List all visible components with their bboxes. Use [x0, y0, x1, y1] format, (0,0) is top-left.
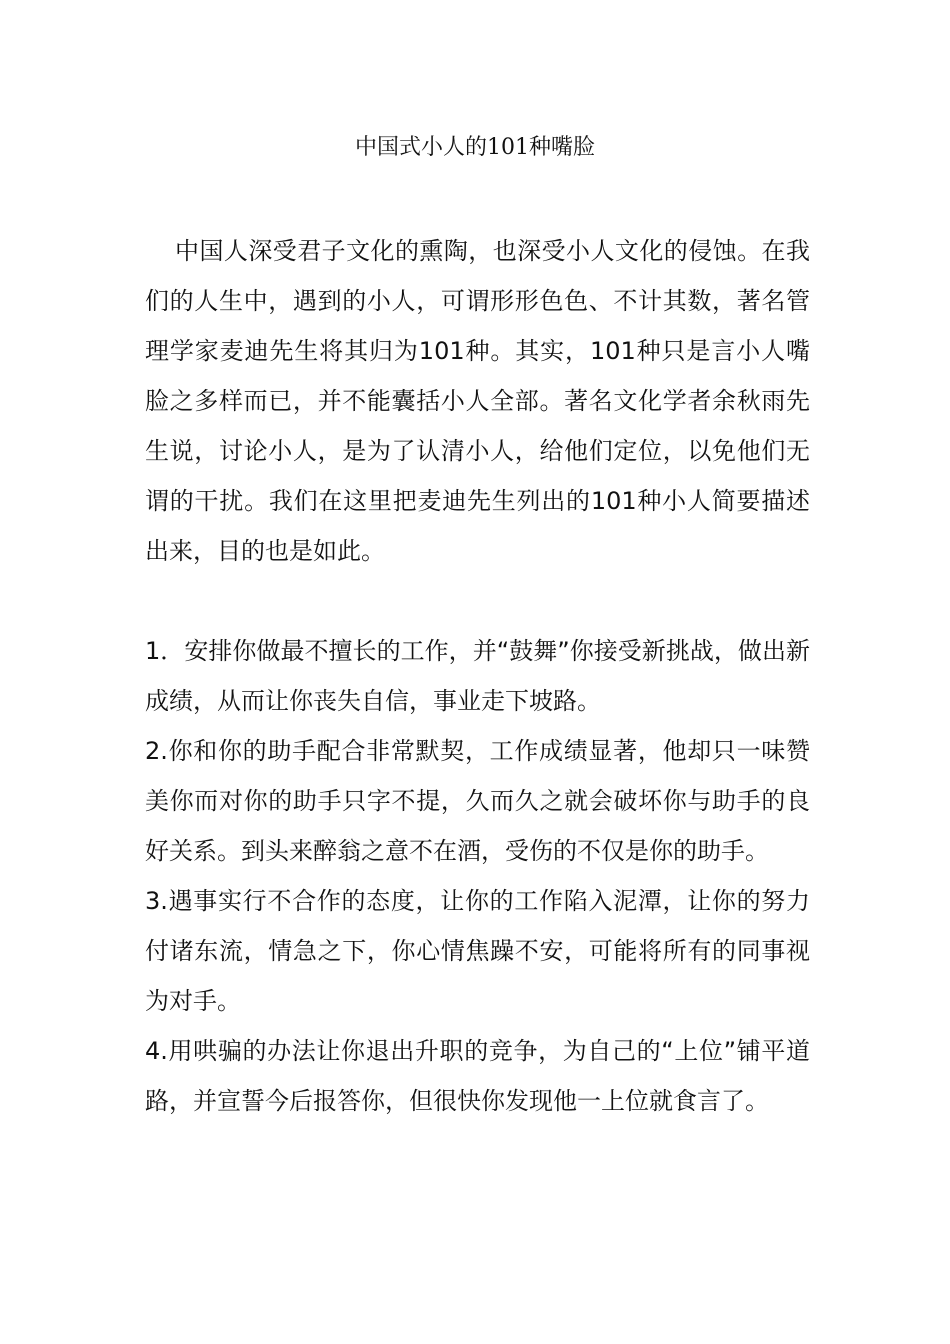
list-item: 4.用哄骗的办法让你退出升职的竞争，为自己的“上位”铺平道路，并宣誓今后报答你，但很快你发现他一上位就食言了。 — [145, 1037, 810, 1115]
document-title: 中国式小人的101种嘴脸 — [355, 135, 595, 160]
intro-paragraph: 中国人深受君子文化的熏陶，也深受小人文化的侵蚀。在我们的人生中，遇到的小人，可谓形形色色、不计其数，著名管理学家麦迪先生将其归为101种。其实，101种只是言小人嘴脸之多样而已，并不能囊括小人全部。著名文化学者余秋雨先生说，讨论小人，是为了认清小人，给他们定位，以免他们无谓的干扰。我们在这里把麦迪先生列出的101种小人简要描述出来，目的也是如此。 — [145, 237, 810, 565]
item-list — [145, 626, 810, 1126]
list-item: 1．安排你做最不擅长的工作，并“鼓舞”你接受新挑战，做出新成绩，从而让你丧失自信，事业走下坡路。 — [145, 637, 810, 715]
list-item: 3.遇事实行不合作的态度，让你的工作陷入泥潭，让你的努力付诸东流，情急之下，你心情焦躁不安，可能将所有的同事视为对手。 — [145, 887, 810, 1015]
list-item: 2.你和你的助手配合非常默契，工作成绩显著，他却只一味赞美你而对你的助手只字不提，久而久之就会破坏你与助手的良好关系。到头来醉翁之意不在酒，受伤的不仅是你的助手。 — [145, 737, 810, 865]
